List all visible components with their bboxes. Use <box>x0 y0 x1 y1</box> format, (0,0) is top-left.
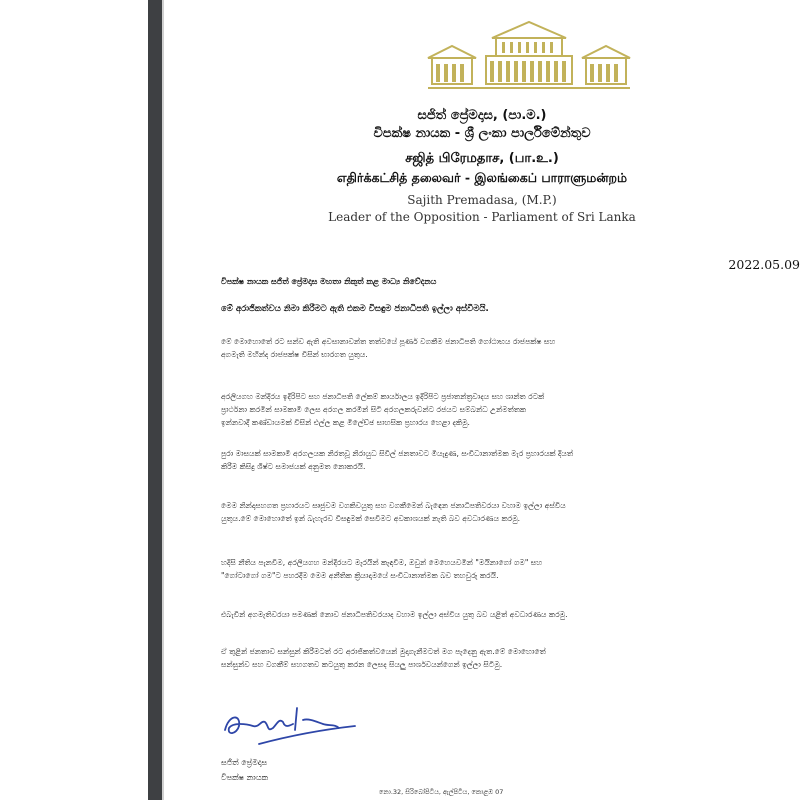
paragraph-3 <box>221 447 800 473</box>
paragraph-line: මෙම නින්දාසහගත ප්‍රහාරයට සෘජුවම වගකිවයුතු සහ වගකීමෙන් බැඳෙන ජනාධිපතිවරයා වහාම ඉල්ලා අස්විය <box>221 501 566 510</box>
paragraph-line: යුතුය.මේ මොහොතේ ඉන් බැහැරව විසඳුමක් සෙවීමට අවකාශයක් නැති බව අවධාරණය කරමු. <box>221 514 521 523</box>
paragraph-line: හදිසි නීතිය පැනවීම, අරලියගහ මන්දිරයට මැරයින් කැඳවීම, ඔවුන් මෙහෙයවමින් "මයිනාගෝ ගම" සහ <box>221 558 543 567</box>
letter-footer: නො.32, සිරිබෝපිටිය, ඇල්පිටිය, කොළඹ 07 <box>379 788 504 796</box>
paragraph-line: අරලියගහ මන්දිරය ඉදිරිපිට සහ ජනාධිපති ලේකම් කාර්යාලය ඉදිරිපිට ප්‍රජාතන්ත්‍රවාදය සහ ශාන්ත රටක් <box>221 392 545 401</box>
paragraph-line: ප්‍රාර්ථනා කරමින් සාමකාමී ලෙස අරගල කරමින් සිටි අරගලකරුවන්ට රජයට සම්බන්ධ උන්මත්තක <box>221 405 527 414</box>
paragraph-line: මේ මොහොතේ රට සන්ව ඇති අවසානාවන්ත තත්වයේ පූර්ණ වගකීම ජනාධිපති ගෝඨාභය රාජපක්ෂ සහ <box>221 337 556 346</box>
letter-date: 2022.05.09 <box>728 257 800 272</box>
paragraph-2 <box>221 390 800 429</box>
left-margin <box>0 0 148 800</box>
signatory-name: සජිත් ප්‍රේමදාස <box>221 758 268 767</box>
paragraph-1 <box>221 335 800 361</box>
letterhead-title-sinhala: විපක්ෂ නායක - ශ්‍රී ලංකා පාර්ලිමේන්තුව <box>373 126 591 141</box>
letterhead-title-english: Leader of the Opposition - Parliament of Sri Lanka <box>328 210 636 224</box>
paragraph-line: ඒ තුළින් ජනතාව සන්සුන් කිරීමටත් රට අරාජිකත්වයෙන් මුදාගැනීමටත් මග පැදෙනු ඇත.මේ මොහොතේ <box>221 647 546 656</box>
paragraph-line: සන්සුන්ව සහ වගකීම් සහගතව කටයුතු කරන ලෙසද සියලු පාර්ශවයන්ගෙන් ඉල්ලා සිටිමු. <box>221 660 503 669</box>
letterhead-name-english: Sajith Premadasa, (M.P.) <box>407 193 557 207</box>
paragraph-line: කිරීම කිසිදු ශිෂ්ට සමාජයක් අනුමත නොකරයි. <box>221 462 366 471</box>
paragraph-6 <box>221 608 800 621</box>
paragraph-5 <box>221 556 800 582</box>
signatory-title: විපක්ෂ නායක <box>221 773 268 782</box>
paragraph-line: "ගෝටාගෝ ගම"ට පහරදීම මෙම අනීතික ක්‍රියාදාමයේ සංවිධානාත්මක බව තහවුරු කරයි. <box>221 571 499 580</box>
paragraph-line: පුරා මාසයක් සාමකාමී අරගලයක නිරතවූ නිරායුධ සිවිල් ජනතාවට මියැදුණ, සංවිධානාත්මක මැර ප්‍රහාරයක් දියත් <box>221 449 573 458</box>
letter-page <box>164 0 800 800</box>
paragraph-line: ඉන්නවාදී කණ්ඩායමක් විසින් එල්ල කළ මිලේච්ඡ සාහසික ප්‍රහාරය හෙළා දකිමු. <box>221 418 470 427</box>
paragraph-7 <box>221 645 800 671</box>
handwritten-signature <box>219 700 369 755</box>
scan-border <box>148 0 162 800</box>
letterhead-name-tamil: சஜித் பிரேமதாச, (பா.உ.) <box>405 151 559 166</box>
letterhead-name-sinhala: සජිත් ප්‍රේමදාස, (පා.ම.) <box>417 108 547 123</box>
parliament-emblem <box>426 18 632 92</box>
paragraph-4 <box>221 499 800 525</box>
paragraph-line: එබැවින් අගමැතිවරයා පමණක් නොව ජනාධිපතිවරයාද වහාම ඉල්ලා අස්විය යුතු බව යළිත් අවධාරණය කරමු. <box>221 610 568 619</box>
press-release-heading: විපක්ෂ නායක සජිත් ප්‍රේමදාස මහතා නිකුත් කළ මාධ්‍ය නිවේදනය <box>221 277 437 286</box>
letterhead-title-tamil: எதிர்க்கட்சித் தலைவர் - இலங்கைப் பாராளுமன்றம் <box>336 170 628 185</box>
paragraph-line: අගමැති මහින්ද රාජපක්ෂ විසින් භාරගත යුතුය. <box>221 350 368 359</box>
press-release-subheading: මේ අරාජිකත්වය නිමා කිරීමට ඇති එකම විසඳුම ජනාධිපති ඉල්ලා අස්වීමයි. <box>221 304 489 314</box>
